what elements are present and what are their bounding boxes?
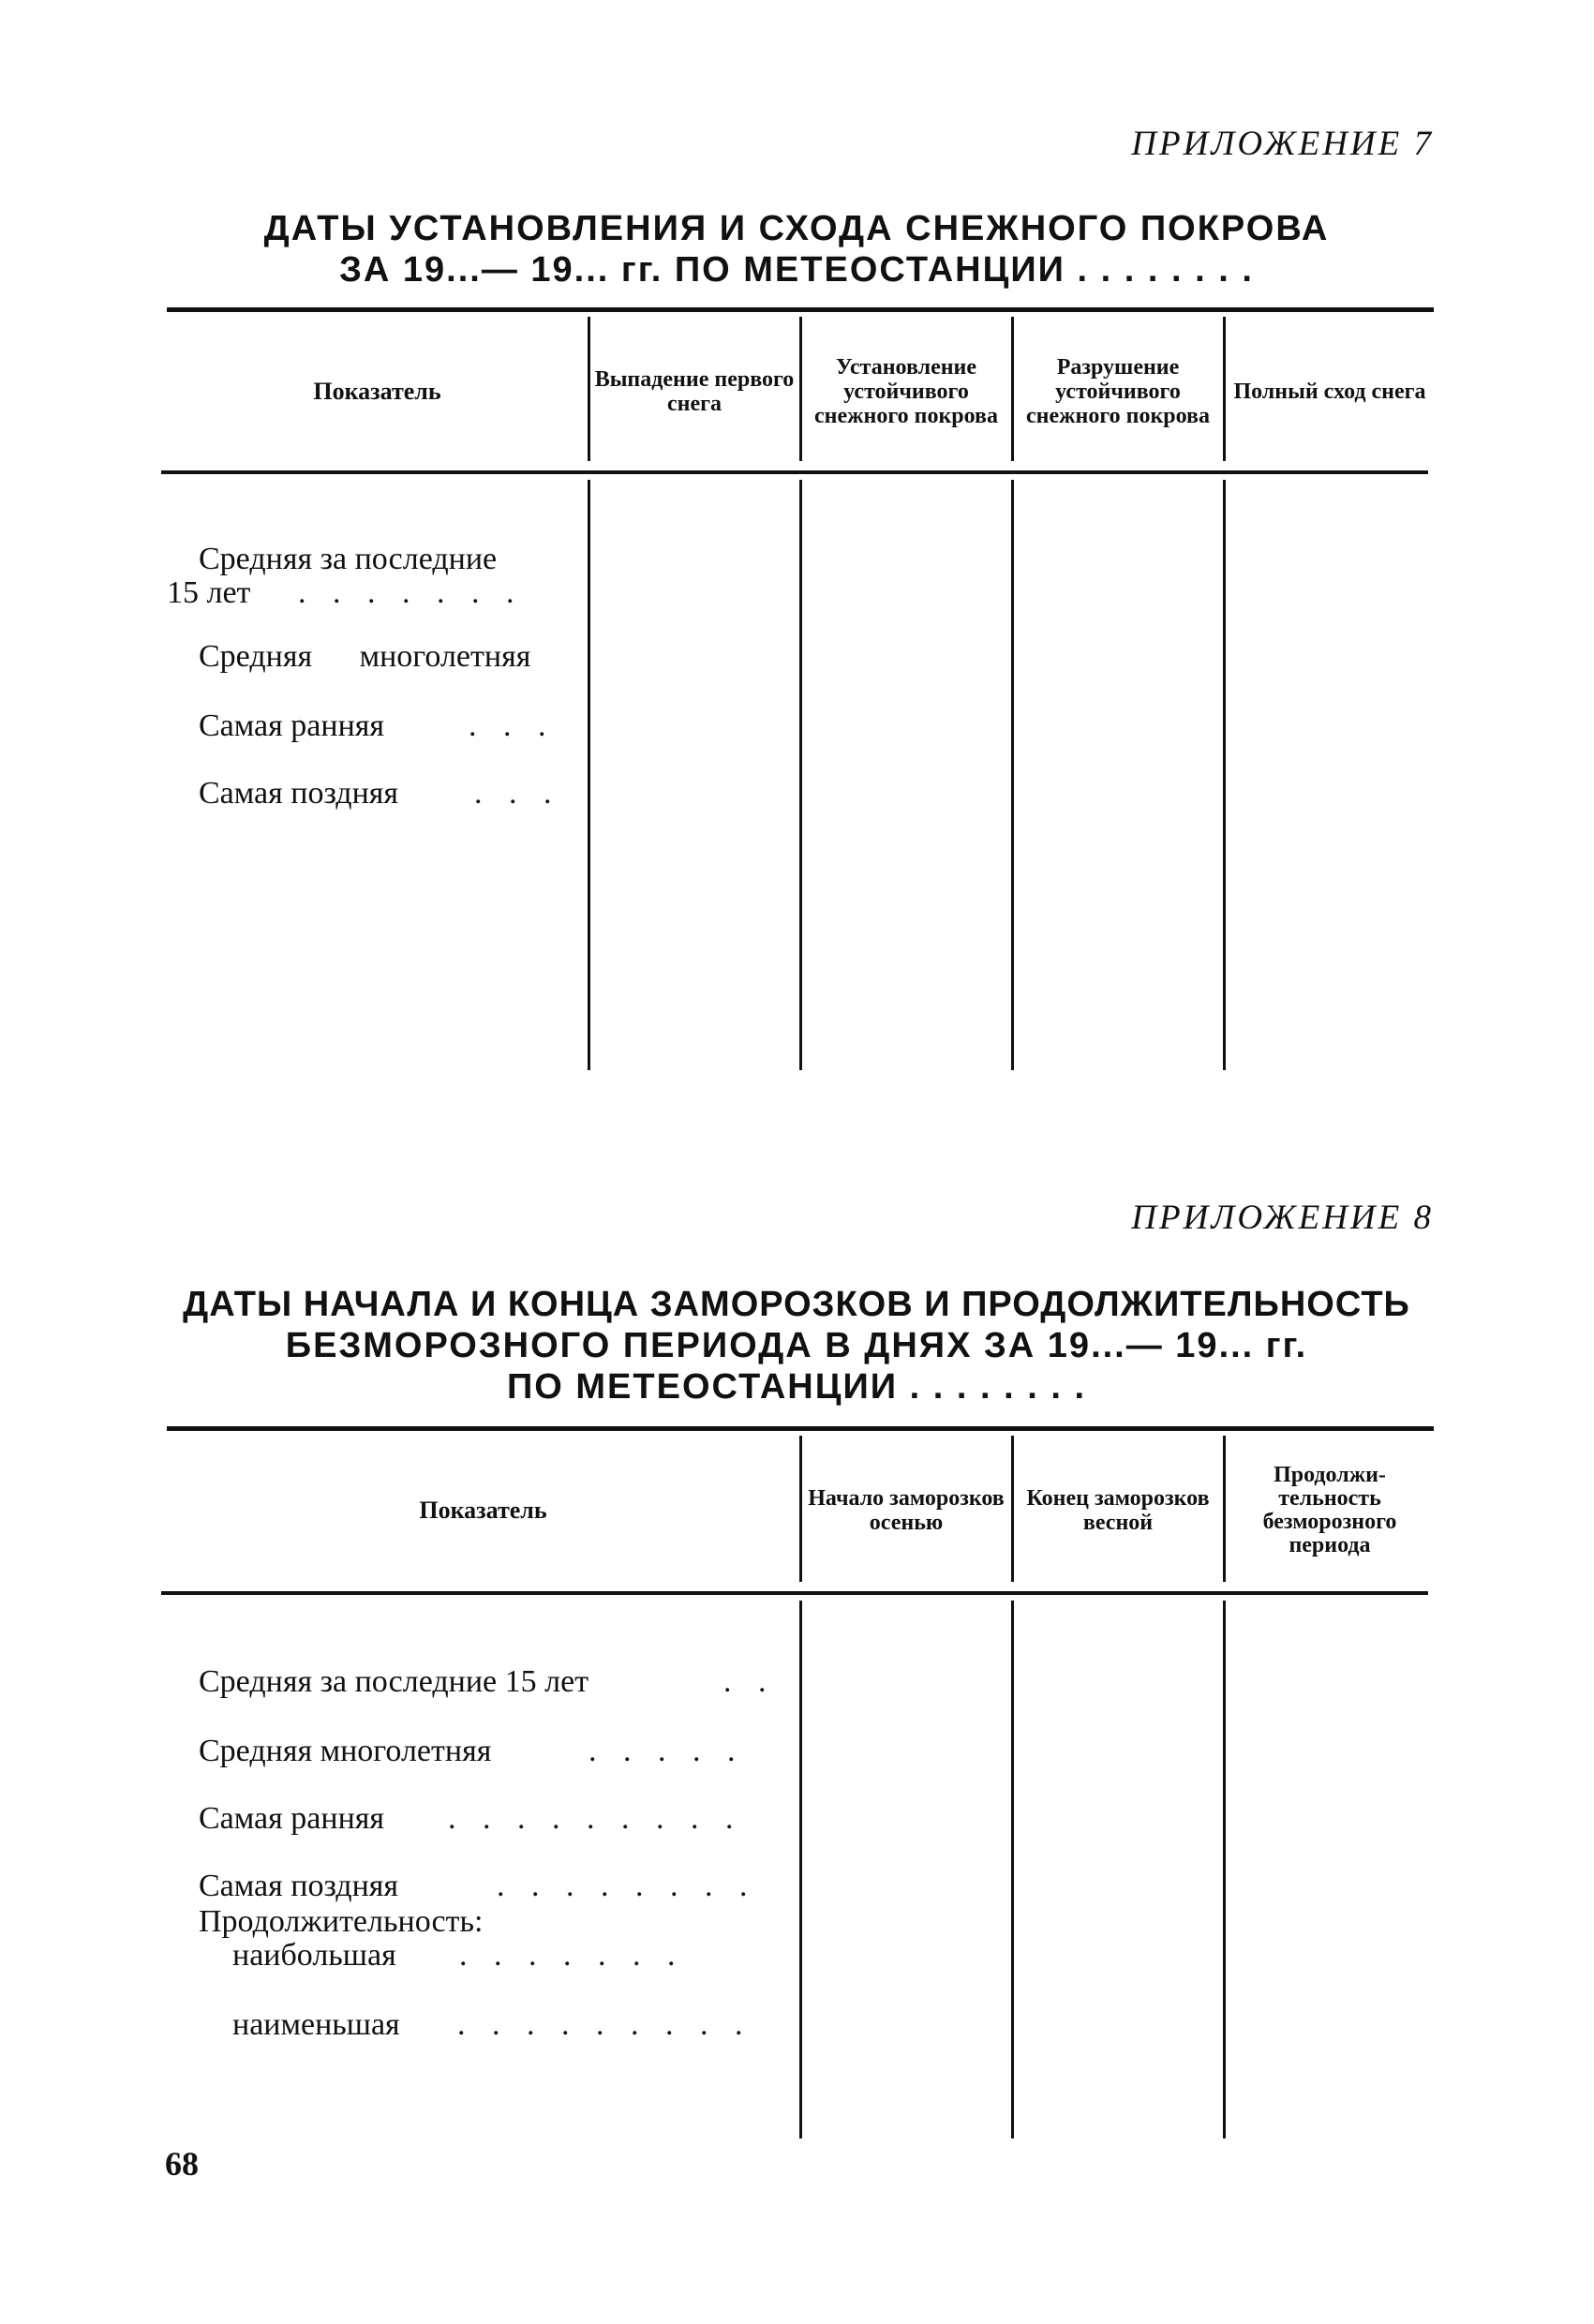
table-8-row-longterm-leader: . . . . . <box>588 1734 745 1768</box>
table-8-row-duration-max: наибольшая <box>232 1938 396 1973</box>
table-8-top-rule <box>167 1426 1434 1431</box>
page-number: 68 <box>165 2145 199 2182</box>
table-8-body-divider <box>1223 1601 1226 2138</box>
table-7-row-longterm: Средняя многолетняя <box>199 639 531 674</box>
appendix-8-title-line-1: ДАТЫ НАЧАЛА И КОНЦА ЗАМОРОЗКОВ И ПРОДОЛЖИТЕЛЬНОСТЬ <box>183 1285 1410 1324</box>
table-7-body-divider <box>1223 480 1226 1070</box>
table-7-top-rule <box>167 307 1434 312</box>
table-8-row-duration-max-leader: . . . . . . . <box>459 1938 685 1973</box>
table-7-header-stable-cover-set: Установление устойчивого снежного покрова <box>813 355 999 428</box>
table-8-body-divider <box>799 1601 802 2138</box>
table-7-header-divider <box>1011 317 1014 461</box>
table-8-row-earliest: Самая ранняя <box>199 1801 385 1836</box>
table-8-header-frost-free-duration: Продолжи- тельность безморозного периода <box>1262 1463 1397 1557</box>
table-8-header-indicator: Показатель <box>419 1497 547 1524</box>
table-7-row-avg-15-line-1: Средняя за последние <box>199 542 498 576</box>
appendix-7-title-line-1: ДАТЫ УСТАНОВЛЕНИЯ И СХОДА СНЕЖНОГО ПОКРОВА <box>263 209 1330 248</box>
table-7-header-divider <box>799 317 802 461</box>
table-7-header-first-snow: Выпадение первого снега <box>594 367 795 416</box>
table-7-header-divider <box>588 317 590 461</box>
table-7-body-divider <box>588 480 590 1070</box>
table-8-header-divider <box>1223 1436 1226 1582</box>
table-7-row-avg-15-line-2: 15 лет <box>167 575 251 610</box>
table-8-header-rule <box>161 1591 1428 1595</box>
table-8-row-duration-min: наименьшая <box>232 2007 400 2042</box>
table-8-row-avg-15: Средняя за последние 15 лет <box>199 1664 589 1699</box>
table-7-row-latest-leader: . . . <box>474 776 561 811</box>
table-8-row-latest-leader: . . . . . . . . <box>497 1869 757 1903</box>
appendix-7-title-line-2: ЗА 19...— 19... гг. ПО МЕТЕОСТАНЦИИ . . . . . . . . <box>339 250 1254 290</box>
appendix-8-label: ПРИЛОЖЕНИЕ 8 <box>1131 1199 1434 1237</box>
table-7-row-earliest-leader: . . . <box>469 708 556 743</box>
table-7-header-indicator: Показатель <box>313 378 441 405</box>
table-7-header-rule <box>161 470 1428 474</box>
table-8-row-duration-min-leader: . . . . . . . . . <box>457 2007 752 2042</box>
table-7-body-divider <box>799 480 802 1070</box>
table-8-row-duration-heading: Продолжительность: <box>199 1904 484 1939</box>
table-7-row-latest: Самая поздняя <box>199 776 399 811</box>
table-8-body-divider <box>1011 1601 1014 2138</box>
table-7-header-stable-cover-break: Разрушение устойчивого снежного покрова <box>1025 355 1211 428</box>
table-8-header-autumn-frost-start: Начало заморозков осенью <box>808 1486 1005 1535</box>
table-7-row-avg-15-leader: . . . . . . . <box>298 575 524 610</box>
appendix-8-title-line-3: ПО МЕТЕОСТАНЦИИ . . . . . . . . <box>506 1367 1087 1407</box>
table-7-row-earliest: Самая ранняя <box>199 708 385 743</box>
table-8-header-divider <box>799 1436 802 1582</box>
table-8-row-longterm: Средняя многолетняя <box>199 1734 492 1768</box>
table-8-header-spring-frost-end: Конец заморозков весной <box>1026 1486 1210 1535</box>
table-8-row-earliest-leader: . . . . . . . . . <box>448 1801 743 1836</box>
table-8-row-avg-15-leader: . . <box>723 1664 776 1699</box>
table-7-header-full-melt: Полный сход снега <box>1233 380 1426 404</box>
appendix-8-title-line-2: БЕЗМОРОЗНОГО ПЕРИОДА В ДНЯХ ЗА 19...— 19... гг. <box>285 1326 1308 1365</box>
table-7-body-divider <box>1011 480 1014 1070</box>
table-7-header-divider <box>1223 317 1226 461</box>
table-8-header-divider <box>1011 1436 1014 1582</box>
table-8-row-latest: Самая поздняя <box>199 1869 399 1903</box>
appendix-7-label: ПРИЛОЖЕНИЕ 7 <box>1131 125 1434 163</box>
